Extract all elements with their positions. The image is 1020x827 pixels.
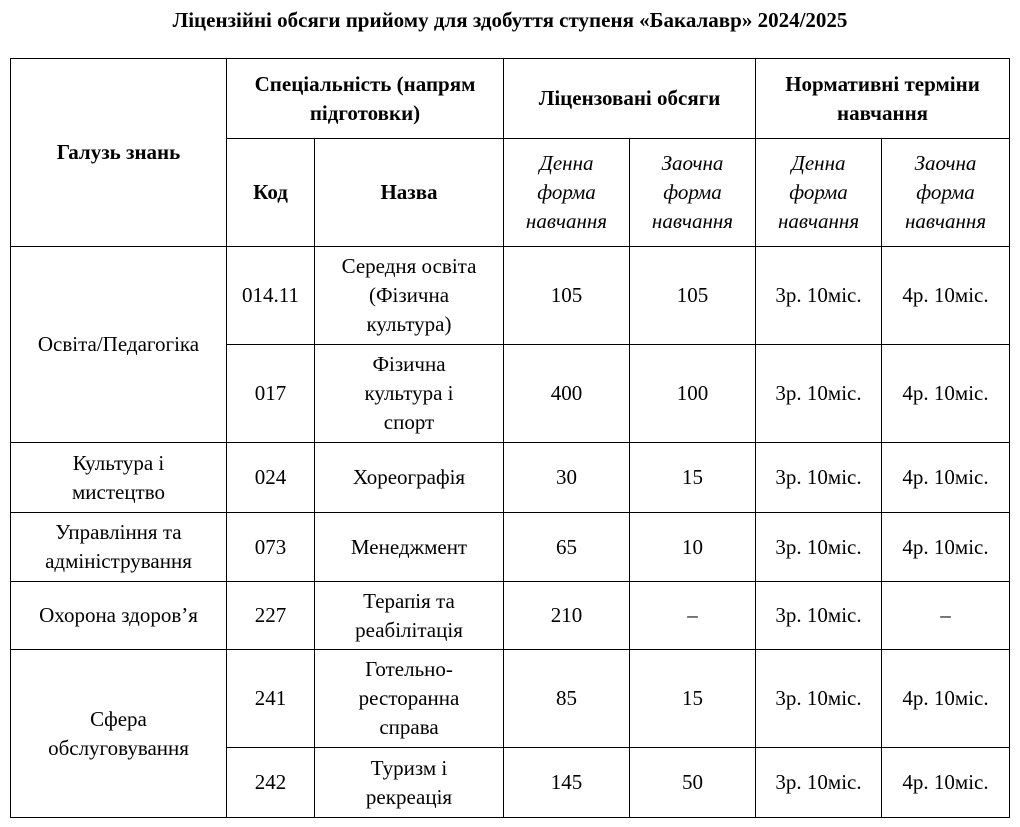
admission-table bbox=[10, 58, 1010, 818]
part-term-cell: 4р. 10міс. bbox=[882, 247, 1010, 345]
part-term-cell: – bbox=[882, 582, 1010, 650]
field-cell: Освіта/Педагогіка bbox=[11, 247, 227, 443]
day-volume-cell: 400 bbox=[504, 345, 630, 443]
part-volume-cell: 15 bbox=[630, 650, 756, 748]
part-term-cell: 4р. 10міс. bbox=[882, 345, 1010, 443]
name-cell: Середня освіта (Фізична культура) bbox=[315, 247, 504, 345]
header-row-top bbox=[11, 59, 1010, 139]
day-term-cell: 3р. 10міс. bbox=[756, 247, 882, 345]
header-licensed-day: Денна форма навчання bbox=[504, 139, 630, 247]
day-volume-cell: 105 bbox=[504, 247, 630, 345]
header-licensed-part-time: Заочна форма навчання bbox=[630, 139, 756, 247]
table-row bbox=[11, 650, 1010, 748]
header-term-part-time: Заочна форма навчання bbox=[882, 139, 1010, 247]
header-licensed: Ліцензовані обсяги bbox=[504, 59, 756, 139]
day-term-cell: 3р. 10міс. bbox=[756, 513, 882, 582]
day-term-cell: 3р. 10міс. bbox=[756, 582, 882, 650]
code-cell: 024 bbox=[227, 443, 315, 513]
day-volume-cell: 30 bbox=[504, 443, 630, 513]
name-cell: Готельно-ресторанна справа bbox=[315, 650, 504, 748]
code-cell: 242 bbox=[227, 748, 315, 818]
part-volume-cell: 105 bbox=[630, 247, 756, 345]
code-cell: 241 bbox=[227, 650, 315, 748]
header-code: Код bbox=[227, 139, 315, 247]
header-terms: Нормативні терміни навчання bbox=[756, 59, 1010, 139]
part-volume-cell: 100 bbox=[630, 345, 756, 443]
part-volume-cell: 10 bbox=[630, 513, 756, 582]
part-term-cell: 4р. 10міс. bbox=[882, 650, 1010, 748]
code-cell: 017 bbox=[227, 345, 315, 443]
day-volume-cell: 65 bbox=[504, 513, 630, 582]
name-cell: Менеджмент bbox=[315, 513, 504, 582]
day-term-cell: 3р. 10міс. bbox=[756, 345, 882, 443]
header-specialty: Спеціальність (напрям підготовки) bbox=[227, 59, 504, 139]
part-volume-cell: – bbox=[630, 582, 756, 650]
table-row bbox=[11, 582, 1010, 650]
part-term-cell: 4р. 10міс. bbox=[882, 513, 1010, 582]
header-name: Назва bbox=[315, 139, 504, 247]
name-cell: Туризм і рекреація bbox=[315, 748, 504, 818]
name-cell: Хореографія bbox=[315, 443, 504, 513]
day-volume-cell: 145 bbox=[504, 748, 630, 818]
name-cell: Терапія та реабілітація bbox=[315, 582, 504, 650]
code-cell: 014.11 bbox=[227, 247, 315, 345]
day-volume-cell: 210 bbox=[504, 582, 630, 650]
page-title: Ліцензійні обсяги прийому для здобуття ступеня «Бакалавр» 2024/2025 bbox=[172, 8, 848, 32]
table-row bbox=[11, 443, 1010, 513]
code-cell: 073 bbox=[227, 513, 315, 582]
part-volume-cell: 15 bbox=[630, 443, 756, 513]
field-cell: Сфера обслуговування bbox=[11, 650, 227, 818]
day-term-cell: 3р. 10міс. bbox=[756, 443, 882, 513]
code-cell: 227 bbox=[227, 582, 315, 650]
day-term-cell: 3р. 10міс. bbox=[756, 650, 882, 748]
field-cell: Охорона здоров’я bbox=[11, 582, 227, 650]
name-cell: Фізична культура і спорт bbox=[315, 345, 504, 443]
part-term-cell: 4р. 10міс. bbox=[882, 443, 1010, 513]
header-term-day: Денна форма навчання bbox=[756, 139, 882, 247]
table-row bbox=[11, 247, 1010, 345]
header-field: Галузь знань bbox=[11, 59, 227, 247]
part-volume-cell: 50 bbox=[630, 748, 756, 818]
field-cell: Культура і мистецтво bbox=[11, 443, 227, 513]
field-cell: Управління та адміністрування bbox=[11, 513, 227, 582]
part-term-cell: 4р. 10міс. bbox=[882, 748, 1010, 818]
day-volume-cell: 85 bbox=[504, 650, 630, 748]
table-row bbox=[11, 513, 1010, 582]
day-term-cell: 3р. 10міс. bbox=[756, 748, 882, 818]
